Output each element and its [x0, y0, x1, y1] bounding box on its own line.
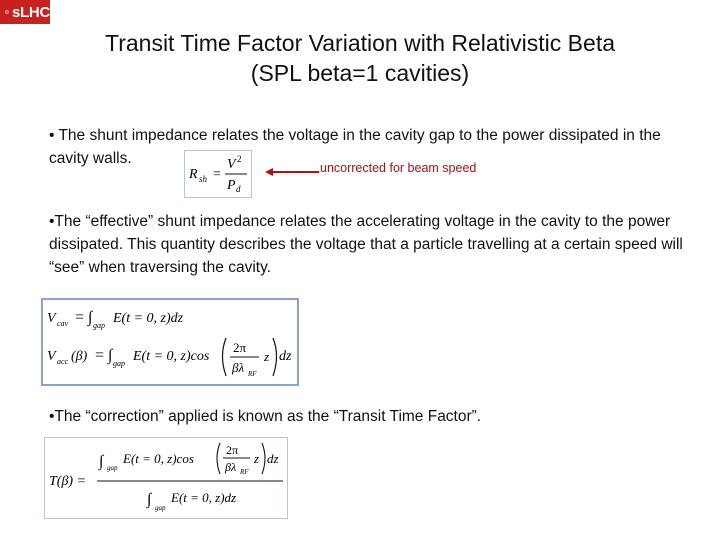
title-line-2: (SPL beta=1 cavities) [250, 60, 470, 86]
paragraph-shunt-impedance: • The shunt impedance relates the voltage in the cavity gap to the power dissipated in the cavity walls. [49, 127, 661, 167]
transit-time-factor-equation [44, 437, 288, 519]
vacc-left-paren [223, 338, 227, 376]
annotation-uncorrected: uncorrected for beam speed [320, 161, 477, 175]
ttf-den-integral: ∫ [147, 491, 152, 508]
vcav-lhs-sub: cav [57, 319, 69, 328]
ttf-frac-den: βλ [225, 460, 237, 474]
ttf-frac-den-sub: RF [240, 468, 249, 476]
ttf-after: z [254, 451, 260, 466]
logo-text: sLHC [12, 3, 50, 21]
rsh-den: P [227, 178, 236, 193]
slhc-logo-mark-icon [5, 5, 9, 19]
vcav-integral: = ∫ [75, 309, 93, 326]
rsh-lhs: R [189, 167, 198, 182]
ttf-tail: dz [267, 451, 279, 466]
cavity-voltage-equations [41, 298, 299, 386]
left-arrow-icon [265, 166, 321, 178]
rsh-lhs-sub: sh [199, 174, 208, 184]
vacc-after: z [264, 349, 270, 364]
ttf-den-int-sub: gap [155, 504, 166, 512]
ttf-num-int-sub: gap [107, 464, 118, 472]
ttf-num-body: E(t = 0, z)cos [123, 451, 194, 466]
vacc-body: E(t = 0, z)cos [133, 349, 210, 364]
shunt-impedance-equation [184, 150, 252, 198]
vcav-int-sub: gap [93, 321, 105, 330]
vacc-frac-den: βλ [232, 360, 245, 375]
paragraph-transit-time-factor: •The “correction” applied is known as the “Transit Time Factor”. [49, 408, 482, 425]
slide-title [40, 28, 680, 88]
vacc-tail: dz [279, 349, 292, 364]
vacc-int-sub: gap [113, 359, 125, 368]
ttf-right-paren [262, 443, 265, 474]
title-line-1: Transit Time Factor Variation with Relativistic Beta [105, 30, 615, 56]
vcav-body: E(t = 0, z)dz [113, 311, 184, 326]
vacc-arg: (β) [71, 349, 88, 364]
vcav-lhs: V [47, 311, 56, 326]
ttf-left-paren [217, 443, 220, 474]
ttf-frac-num: 2π [226, 443, 239, 457]
ttf-lhs: T(β) = [49, 474, 87, 489]
slhc-logo [0, 0, 50, 24]
rsh-den-sub: d [236, 184, 241, 194]
rsh-num: V [227, 157, 236, 172]
vacc-lhs-sub: acc [57, 357, 69, 366]
rsh-equals: = [213, 167, 221, 182]
ttf-den-body: E(t = 0, z)dz [171, 490, 237, 505]
paragraph-effective-shunt-impedance: •The “effective” shunt impedance relates the accelerating voltage in the cavity to the power dissipated. This quantity describes the voltage that a particle travelling at a certain speed will “see” when traversing the cavity. [49, 213, 683, 276]
vacc-lhs: V [47, 349, 56, 364]
vacc-right-paren [273, 338, 277, 376]
rsh-num-sup: 2 [237, 154, 242, 164]
vacc-frac-den-sub: RF [248, 370, 257, 378]
vacc-integral: = ∫ [95, 347, 113, 364]
vacc-frac-num: 2π [233, 340, 247, 355]
ttf-num-integral: ∫ [99, 453, 104, 470]
